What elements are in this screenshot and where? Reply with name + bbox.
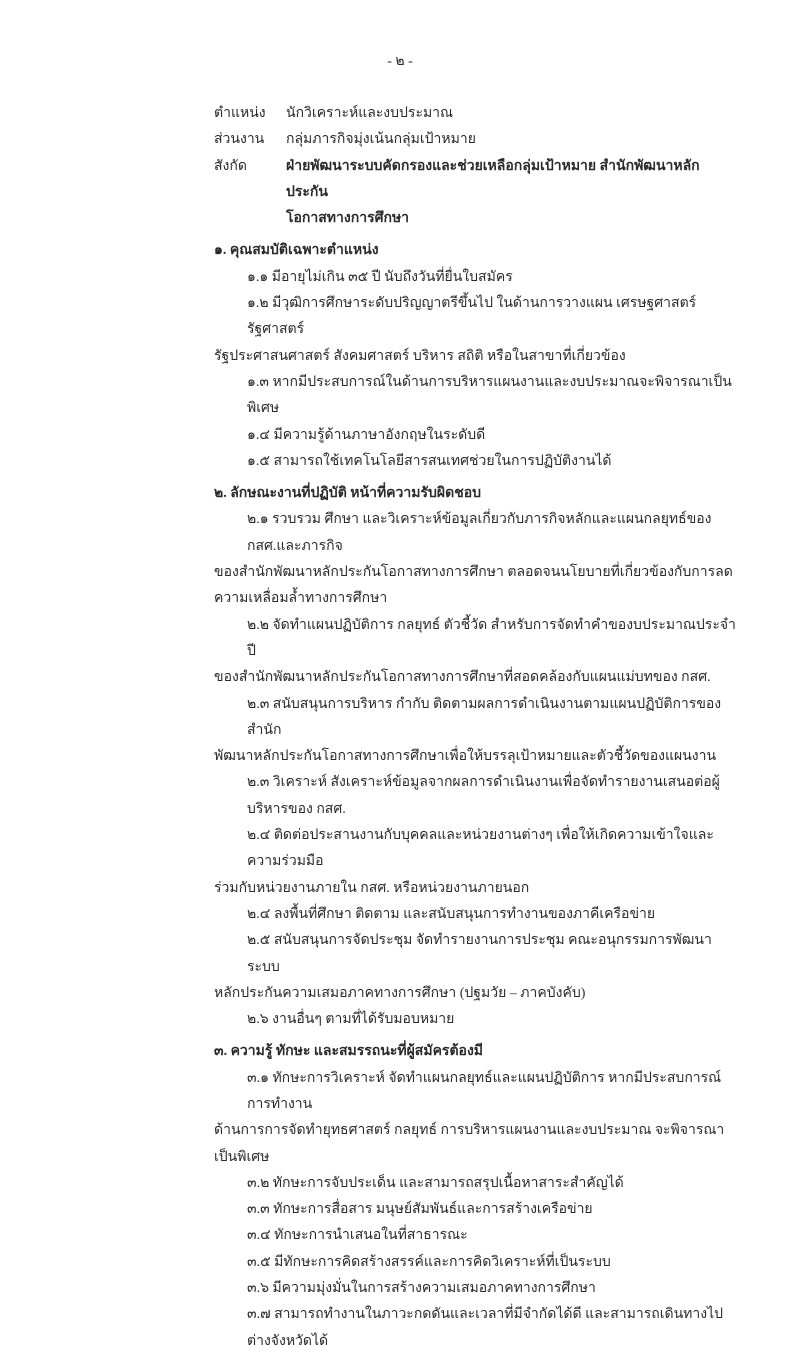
section — [214, 238, 740, 475]
header-field — [214, 127, 740, 153]
list-item-line: ๑.๑ มีอายุไม่เกิน ๓๕ ปี นับถึงวันที่ยื่นใบสมัคร — [247, 269, 513, 285]
header-label: สังกัด — [214, 158, 247, 174]
list-item — [214, 1197, 740, 1223]
list-item — [214, 692, 740, 771]
list-item-line: ๒.๔ ลงพื้นที่ศึกษา ติดตาม และสนับสนุนการทำงานของภาคีเครือข่าย — [247, 906, 656, 922]
list-item — [214, 507, 740, 612]
list-item — [214, 1250, 740, 1276]
list-item-line: ๑.๓ หากมีประสบการณ์ในด้านการบริหารแผนงานและงบประมาณจะพิจารณาเป็นพิเศษ — [247, 374, 732, 417]
header-value-line: ฝ่ายพัฒนาระบบคัดกรองและช่วยเหลือกลุ่มเป้าหมาย สำนักพัฒนาหลักประกัน — [286, 158, 700, 200]
list-item-line: ร่วมกับหน่วยงานภายใน กสศ. หรือหน่วยงานภายนอก — [214, 880, 530, 896]
list-item-line: รัฐประศาสนศาสตร์ สังคมศาสตร์ บริหาร สถิติ หรือในสาขาที่เกี่ยวข้อง — [214, 348, 626, 364]
list-item — [214, 291, 740, 370]
list-item-line: ๑.๕ สามารถใช้เทคโนโลยีสารสนเทศช่วยในการปฏิบัติงานได้ — [247, 453, 612, 469]
list-item-line: ๓.๓ ทักษะการสื่อสาร มนุษย์สัมพันธ์และการสร้างเครือข่าย — [247, 1202, 593, 1218]
list-item — [214, 1302, 740, 1355]
section-title: ๓. ความรู้ ทักษะ และสมรรถนะที่ผู้สมัครต้องมี — [214, 1044, 484, 1060]
list-item-line: ด้านการการจัดทำยุทธศาสตร์ กลยุทธ์ การบริหารแผนงานและงบประมาณ จะพิจารณาเป็นพิเศษ — [214, 1123, 725, 1165]
header-value — [286, 101, 740, 127]
document-body — [214, 101, 740, 1355]
list-item-line: ๓.๗ สามารถทำงานในภาวะกดดันและเวลาที่มีจำกัดได้ดี และสามารถเดินทางไปต่างจังหวัดได้ — [247, 1307, 723, 1349]
list-item — [214, 1007, 740, 1033]
section-title: ๑. คุณสมบัติเฉพาะตำแหน่ง — [214, 243, 379, 259]
header-label: ตำแหน่ง — [214, 106, 266, 121]
list-item — [214, 1066, 740, 1171]
list-item-line: ของสำนักพัฒนาหลักประกันโอกาสทางการศึกษาที่สอดคล้องกับแผนแม่บทของ กสศ. — [214, 670, 711, 686]
list-item-line: ๒.๓ วิเคราะห์ สังเคราะห์ข้อมูลจากผลการดำเนินงานเพื่อจัดทำรายงานเสนอต่อผู้บริหารของ กสศ. — [247, 775, 720, 817]
list-item-line: ๒.๒ จัดทำแผนปฏิบัติการ กลยุทธ์ ตัวชี้วัด สำหรับการจัดทำคำของบประมาณประจำปี — [247, 617, 736, 659]
list-item — [214, 770, 740, 823]
list-item-line: พัฒนาหลักประกันโอกาสทางการศึกษาเพื่อให้บรรลุเป้าหมายและตัวชี้วัดของแผนงาน — [214, 749, 717, 765]
list-item-line: ๓.๒ ทักษะการจับประเด็น และสามารถสรุปเนื้อหาสาระสำคัญได้ — [247, 1175, 624, 1191]
list-item-line: ๒.๖ งานอื่นๆ ตามที่ได้รับมอบหมาย — [247, 1012, 455, 1028]
header-field — [214, 154, 740, 233]
section-title: ๒. ลักษณะงานที่ปฏิบัติ หน้าที่ความรับผิดชอบ — [214, 486, 481, 502]
list-item — [214, 928, 740, 1007]
list-item — [214, 902, 740, 928]
list-item-line: ๓.๕ มีทักษะการคิดสร้างสรรค์และการคิดวิเคราะห์ที่เป็นระบบ — [247, 1254, 611, 1270]
list-item-line: ๒.๔ ติดต่อประสานงานกับบุคคลและหน่วยงานต่างๆ เพื่อให้เกิดความเข้าใจและความร่วมมือ — [247, 828, 714, 870]
list-item — [214, 1223, 740, 1249]
header-field — [214, 101, 740, 127]
list-item — [214, 1276, 740, 1302]
list-item-line: ๓.๔ ทักษะการนำเสนอในที่สาธารณะ — [247, 1228, 468, 1244]
list-item — [214, 1171, 740, 1197]
header-value — [286, 127, 740, 153]
header-value — [286, 154, 740, 233]
list-item — [214, 370, 740, 423]
list-item — [214, 613, 740, 692]
header-label: ส่วนงาน — [214, 132, 265, 148]
section — [214, 481, 740, 1033]
list-item — [214, 423, 740, 449]
list-item-line: ของสำนักพัฒนาหลักประกันโอกาสทางการศึกษา ตลอดจนนโยบายที่เกี่ยวข้องกับการลดความเหลื่อมล้ำทางการศึกษา — [214, 565, 733, 607]
list-item-line: ๑.๒ มีวุฒิการศึกษาระดับปริญญาตรีขึ้นไป ในด้านการวางแผน เศรษฐศาสตร์ รัฐศาสตร์ — [247, 296, 697, 338]
header-value-line: กลุ่มภารกิจมุ่งเน้นกลุ่มเป้าหมาย — [286, 132, 476, 148]
list-item-line: ๓.๖ มีความมุ่งมั่นในการสร้างความเสมอภาคทางการศึกษา — [247, 1281, 596, 1297]
list-item — [214, 823, 740, 902]
list-item — [214, 265, 740, 291]
list-item-line: ๒.๕ สนับสนุนการจัดประชุม จัดทำรายงานการประชุม คณะอนุกรรมการพัฒนาระบบ — [247, 933, 712, 975]
list-item-line: ๑.๔ มีความรู้ด้านภาษาอังกฤษในระดับดี — [247, 427, 486, 443]
section — [214, 1039, 740, 1355]
list-item — [214, 449, 740, 475]
header-value-line: โอกาสทางการศึกษา — [286, 211, 410, 227]
list-item-line: ๒.๑ รวบรวม ศึกษา และวิเคราะห์ข้อมูลเกี่ยวกับภารกิจหลักและแผนกลยุทธ์ของ กสศ.และภารกิจ — [247, 512, 712, 554]
list-item-line: ๒.๓ สนับสนุนการบริหาร กำกับ ติดตามผลการดำเนินงานตามแผนปฏิบัติการของสำนัก — [247, 696, 722, 738]
page-number: - ๒ - — [387, 54, 413, 69]
header-value-line: นักวิเคราะห์และงบประมาณ — [286, 106, 454, 121]
list-item-line: หลักประกันความเสมอภาคทางการศึกษา (ปฐมวัย – ภาคบังคับ) — [214, 985, 586, 1001]
list-item-line: ๓.๑ ทักษะการวิเคราะห์ จัดทำแผนกลยุทธ์และแผนปฏิบัติการ หากมีประสบการณ์การทำงาน — [247, 1070, 722, 1112]
